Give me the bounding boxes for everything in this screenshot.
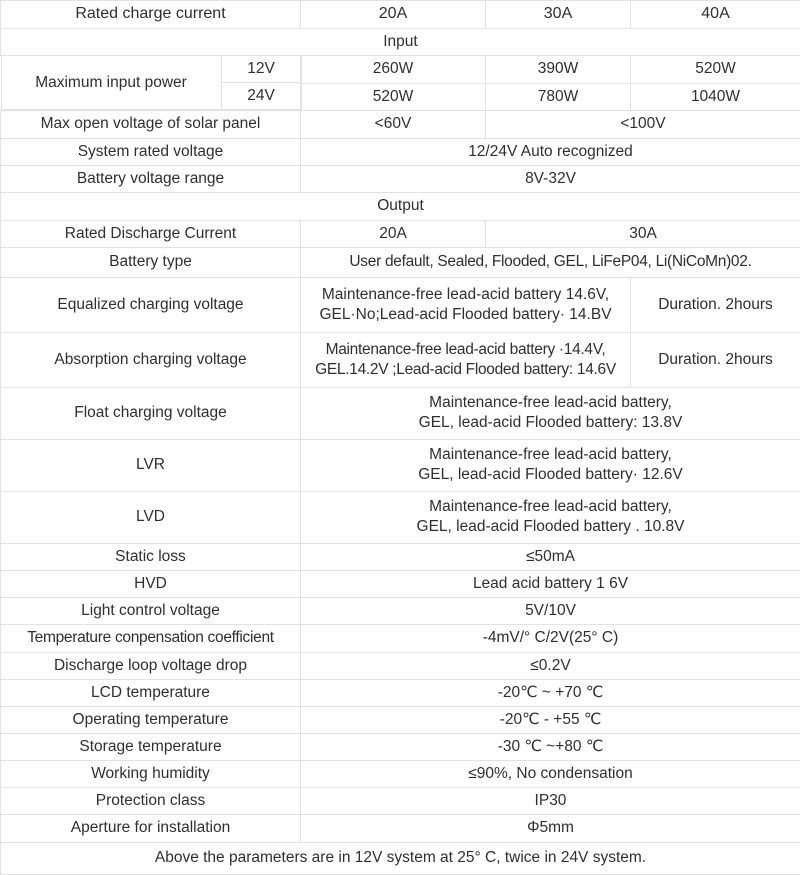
temperature-compensation-value: -4mV/° C/2V(25° C)	[301, 625, 800, 652]
light-control-voltage-label: Light control voltage	[1, 598, 301, 625]
table-row-lvr	[1, 439, 800, 491]
battery-voltage-range-value: 8V-32V	[301, 165, 800, 192]
table-row-lcd-temperature	[1, 679, 800, 706]
float-line-1: Maintenance-free lead-acid battery,	[305, 393, 796, 413]
max-input-power-24v-20a: 520W	[301, 83, 486, 111]
table-row-section-input	[1, 29, 800, 56]
max-input-power-sub-24v: 24V	[221, 83, 301, 110]
header-col-20a: 20A	[301, 1, 486, 29]
float-charging-voltage-label: Float charging voltage	[1, 387, 301, 439]
storage-temperature-label: Storage temperature	[1, 733, 301, 760]
max-input-power-24v-30a: 780W	[486, 83, 631, 111]
lvd-label: LVD	[1, 491, 301, 543]
static-loss-value: ≤50mA	[301, 543, 800, 570]
table-row-static-loss	[1, 543, 800, 570]
max-input-power-24v-40a: 1040W	[631, 83, 800, 111]
table-row-hvd	[1, 571, 800, 598]
absorption-charging-voltage-duration: Duration. 2hours	[631, 332, 800, 387]
table-row-working-humidity	[1, 761, 800, 788]
lcd-temperature-label: LCD temperature	[1, 679, 301, 706]
equalized-charging-voltage-value	[301, 277, 631, 332]
table-row-rated-discharge-current	[1, 220, 800, 247]
table-row-storage-temperature	[1, 733, 800, 760]
table-row-operating-temperature	[1, 706, 800, 733]
table-row-protection-class	[1, 788, 800, 815]
protection-class-label: Protection class	[1, 788, 301, 815]
operating-temperature-label: Operating temperature	[1, 706, 301, 733]
aperture-for-installation-label: Aperture for installation	[1, 815, 301, 842]
hvd-label: HVD	[1, 571, 301, 598]
table-row-equalized-charging-voltage	[1, 277, 800, 332]
lvd-line-1: Maintenance-free lead-acid battery,	[305, 497, 796, 517]
table-row-battery-voltage-range	[1, 165, 800, 192]
battery-voltage-range-label: Battery voltage range	[1, 165, 301, 192]
hvd-value: Lead acid battery 1 6V	[301, 571, 800, 598]
section-header-input: Input	[1, 29, 800, 56]
max-input-power-12v-30a: 390W	[486, 56, 631, 84]
discharge-loop-voltage-drop-label: Discharge loop voltage drop	[1, 652, 301, 679]
header-col-30a: 30A	[486, 1, 631, 29]
working-humidity-label: Working humidity	[1, 761, 301, 788]
table-row-float-charging-voltage	[1, 387, 800, 439]
equalized-line-1: Maintenance-free lead-acid battery 14.6V,	[305, 285, 626, 305]
system-rated-voltage-label: System rated voltage	[1, 138, 301, 165]
lvr-label: LVR	[1, 439, 301, 491]
section-header-output: Output	[1, 192, 800, 220]
static-loss-label: Static loss	[1, 543, 301, 570]
table-row-light-control-voltage	[1, 598, 800, 625]
system-rated-voltage-value: 12/24V Auto recognized	[301, 138, 800, 165]
max-open-voltage-label: Max open voltage of solar panel	[1, 111, 301, 138]
table-row-aperture-for-installation	[1, 815, 800, 842]
operating-temperature-value: -20℃ - +55 ℃	[301, 706, 800, 733]
aperture-for-installation-value: Φ5mm	[301, 815, 800, 842]
table-row-max-input-power-12v	[1, 56, 800, 84]
header-col-40a: 40A	[631, 1, 800, 29]
table-row-footer	[1, 842, 800, 874]
lvd-value	[301, 491, 800, 543]
absorption-charging-voltage-label: Absorption charging voltage	[1, 332, 301, 387]
table-row-discharge-loop-voltage-drop	[1, 652, 800, 679]
max-input-power-sub-12v: 12V	[221, 56, 301, 83]
table-row-header	[1, 1, 800, 29]
lvd-line-2: GEL, lead-acid Flooded battery . 10.8V	[305, 517, 796, 537]
table-row-battery-type	[1, 247, 800, 277]
discharge-loop-voltage-drop-value: ≤0.2V	[301, 652, 800, 679]
table-row-absorption-charging-voltage	[1, 332, 800, 387]
table-row-system-rated-voltage	[1, 138, 800, 165]
lvr-line-1: Maintenance-free lead-acid battery,	[305, 445, 796, 465]
max-input-power-label: Maximum input power	[1, 56, 221, 110]
header-label: Rated charge current	[1, 1, 301, 29]
absorption-line-1: Maintenance-free lead-acid battery ·14.4V,	[305, 340, 626, 360]
temperature-compensation-label: Temperature conpensation coefficient	[1, 625, 301, 652]
max-open-voltage-3040a: <100V	[486, 111, 800, 138]
lcd-temperature-value: -20℃ ~ +70 ℃	[301, 679, 800, 706]
equalized-charging-voltage-label: Equalized charging voltage	[1, 277, 301, 332]
float-charging-voltage-value	[301, 387, 800, 439]
float-line-2: GEL, lead-acid Flooded battery: 13.8V	[305, 413, 796, 433]
rated-discharge-current-label: Rated Discharge Current	[1, 220, 301, 247]
max-input-power-label-wrap	[1, 56, 301, 111]
rated-discharge-current-20a: 20A	[301, 220, 486, 247]
equalized-charging-voltage-duration: Duration. 2hours	[631, 277, 800, 332]
equalized-line-2: GEL·No;Lead-acid Flooded battery· 14.BV	[305, 305, 626, 325]
lvr-line-2: GEL, lead-acid Flooded battery· 12.6V	[305, 465, 796, 485]
absorption-charging-voltage-value	[301, 332, 631, 387]
lvr-value	[301, 439, 800, 491]
working-humidity-value: ≤90%, No condensation	[301, 761, 800, 788]
table-footer-note: Above the parameters are in 12V system at 25° C, twice in 24V system.	[1, 842, 800, 874]
protection-class-value: IP30	[301, 788, 800, 815]
battery-type-label: Battery type	[1, 247, 301, 277]
max-input-power-12v-20a: 260W	[301, 56, 486, 84]
max-input-power-12v-40a: 520W	[631, 56, 800, 84]
absorption-line-2: GEL.14.2V ;Lead-acid Flooded battery: 14.6V	[305, 360, 626, 380]
table-row-lvd	[1, 491, 800, 543]
max-open-voltage-20a: <60V	[301, 111, 486, 138]
storage-temperature-value: -30 ℃ ~+80 ℃	[301, 733, 800, 760]
rated-discharge-current-30a: 30A	[486, 220, 800, 247]
table-row-max-open-voltage	[1, 111, 800, 138]
table-row-temperature-compensation	[1, 625, 800, 652]
light-control-voltage-value: 5V/10V	[301, 598, 800, 625]
battery-type-value: User default, Sealed, Flooded, GEL, LiFeP04, Li(NiCoMn)02.	[301, 247, 800, 277]
table-row-section-output	[1, 192, 800, 220]
